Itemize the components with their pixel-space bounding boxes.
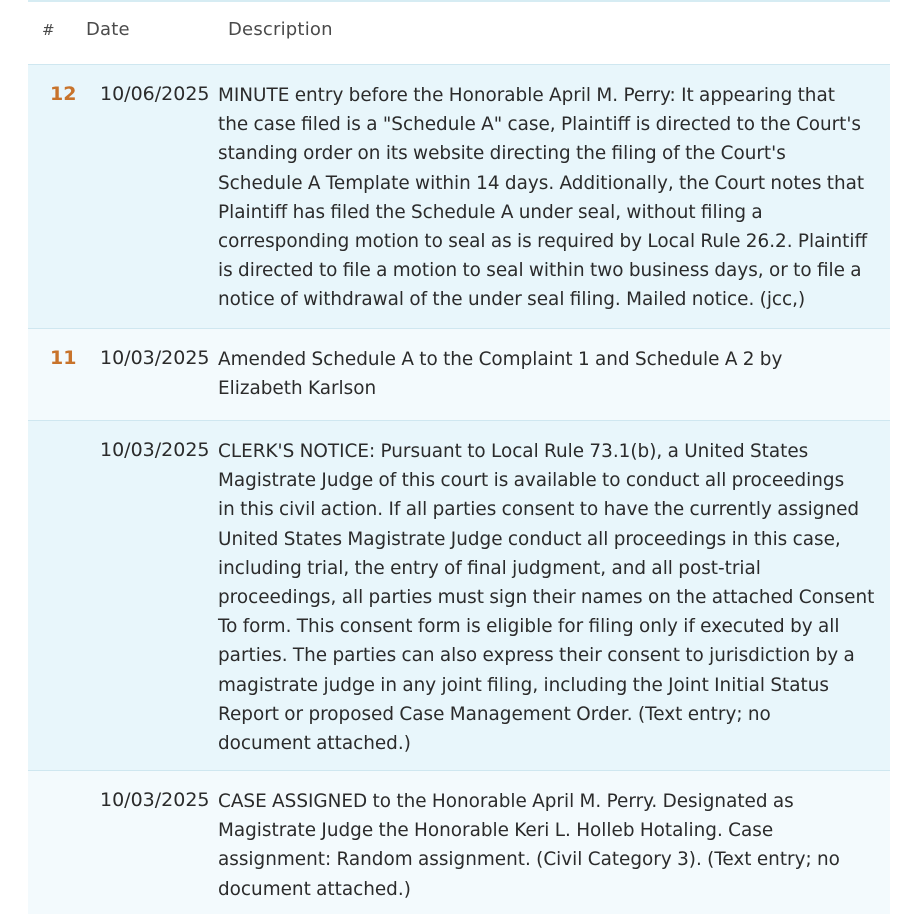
table-header (0, 0, 916, 64)
header-description: Description (228, 19, 333, 40)
docket-row (28, 420, 890, 771)
desc-line: Magistrate Judge the Honorable Keri L. Holleb Hotaling. Case (218, 820, 774, 842)
desc-line: notice of withdrawal of the under seal filing. Mailed notice. (jcc,) (218, 289, 806, 311)
desc-line: CLERK'S NOTICE: Pursuant to Local Rule 73.1(b), a United States (218, 441, 809, 462)
desc-line: United States Magistrate Judge conduct all proceedings in this case, (218, 528, 841, 550)
desc-line: Report or proposed Case Management Order. (Text entry; no (218, 703, 771, 725)
desc-line: Magistrate Judge of this court is available to conduct all proceedings (218, 470, 845, 492)
header-number: # (42, 21, 55, 39)
entry-number[interactable]: 12 (50, 83, 77, 105)
entry-description (218, 437, 883, 758)
docket-row (28, 64, 890, 329)
desc-line: parties. The parties can also express their consent to jurisdiction by a (218, 645, 855, 667)
desc-line: corresponding motion to seal as is required by Local Rule 26.2. Plaintiff (218, 231, 868, 253)
desc-line: standing order on its website directing the filing of the Court's (218, 143, 786, 165)
entry-description (218, 787, 883, 904)
entry-description (218, 345, 883, 403)
desc-line: Amended Schedule A to the Complaint 1 and Schedule A 2 by (218, 349, 783, 370)
desc-line: assignment: Random assignment. (Civil Category 3). (Text entry; no (218, 849, 840, 871)
desc-line: CASE ASSIGNED to the Honorable April M. Perry. Designated as (218, 791, 794, 812)
desc-line: magistrate judge in any joint filing, including the Joint Initial Status (218, 674, 829, 696)
desc-line: document attached.) (218, 878, 411, 900)
entry-date: 10/03/2025 (100, 439, 210, 461)
desc-line: MINUTE entry before the Honorable April M. Perry: It appearing that (218, 85, 835, 106)
header-date: Date (86, 19, 130, 40)
entry-date: 10/03/2025 (100, 789, 210, 811)
desc-line: document attached.) (218, 733, 411, 755)
entry-description (218, 81, 883, 315)
desc-line: Elizabeth Karlson (218, 378, 377, 400)
desc-line: Plaintiff has filed the Schedule A under seal, without filing a (218, 201, 763, 223)
desc-line: is directed to file a motion to seal within two business days, or to file a (218, 260, 862, 282)
entry-date: 10/03/2025 (100, 347, 210, 369)
desc-line: proceedings, all parties must sign their names on the attached Consent (218, 587, 875, 609)
entry-number[interactable]: 11 (50, 347, 77, 369)
desc-line: To form. This consent form is eligible for filing only if executed by all (218, 616, 840, 638)
docket-row (28, 770, 890, 914)
entry-date: 10/06/2025 (100, 83, 210, 105)
desc-line: the case filed is a "Schedule A" case, Plaintiff is directed to the Court's (218, 114, 862, 136)
desc-line: including trial, the entry of final judgment, and all post-trial (218, 557, 761, 579)
desc-line: Schedule A Template within 14 days. Additionally, the Court notes that (218, 172, 865, 194)
desc-line: in this civil action. If all parties consent to have the currently assigned (218, 499, 860, 521)
docket-row (28, 328, 890, 421)
